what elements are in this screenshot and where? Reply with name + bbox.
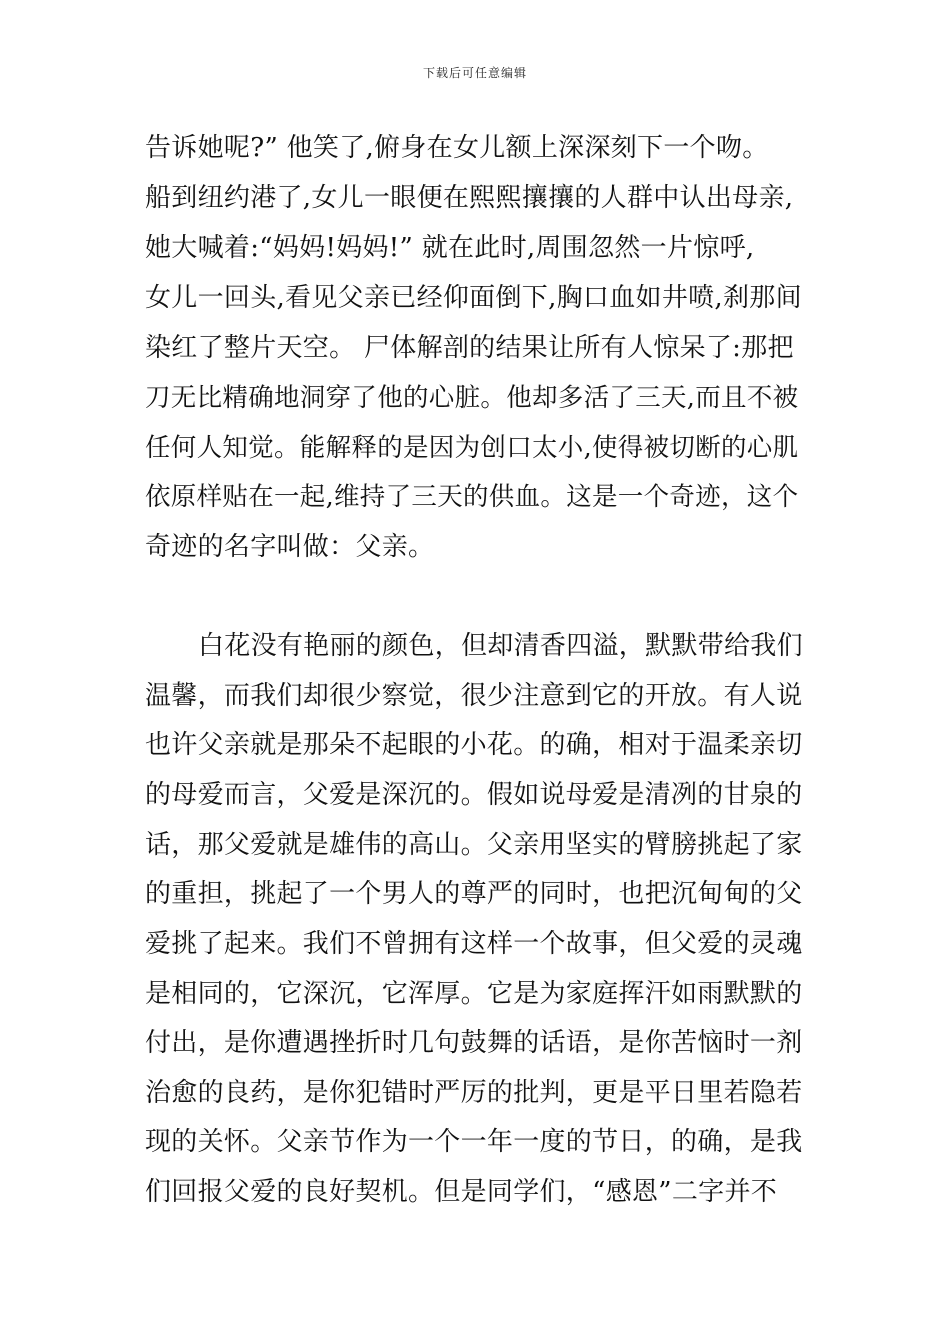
text-line: 温馨，而我们却很少察觉，很少注意到它的开放。有人说	[145, 681, 803, 711]
text-line: 付出，是你遭遇挫折时几句鼓舞的话语，是你苦恼时一剂	[145, 1028, 803, 1058]
text-line: 女儿一回头,看见父亲已经仰面倒下,胸口血如井喷,刹那间	[145, 283, 802, 313]
text-line: 刀无比精确地洞穿了他的心脏。他却多活了三天,而且不被	[145, 383, 799, 413]
text-line: 她大喊着:“妈妈!妈妈!” 就在此时,周围忽然一片惊呼,	[145, 233, 755, 263]
text-line: 们回报父爱的良好契机。但是同学们，“感恩”二字并不	[145, 1177, 778, 1207]
text-line: 任何人知觉。能解释的是因为创口太小,使得被切断的心肌	[145, 433, 799, 463]
text-line: 奇迹的名字叫做：父亲。	[145, 532, 435, 562]
text-line: 爱挑了起来。我们不曾拥有这样一个故事，但父爱的灵魂	[145, 929, 803, 959]
text-line: 话，那父爱就是雄伟的高山。父亲用坚实的臂膀挑起了家	[145, 830, 803, 860]
text-line: 依原样贴在一起,维持了三天的供血。这是一个奇迹，这个	[145, 482, 799, 512]
text-line: 治愈的良药，是你犯错时严厉的批判，更是平日里若隐若	[145, 1078, 803, 1108]
text-line: 现的关怀。父亲节作为一个一年一度的节日，的确，是我	[145, 1127, 803, 1157]
text-line: 也许父亲就是那朵不起眼的小花。的确，相对于温柔亲切	[145, 730, 803, 760]
text-line: 告诉她呢?” 他笑了,俯身在女儿额上深深刻下一个吻。	[145, 133, 769, 163]
text-line: 是相同的，它深沉，它浑厚。它是为家庭挥汗如雨默默的	[145, 979, 803, 1009]
text-line: 船到纽约港了,女儿一眼便在熙熙攘攘的人群中认出母亲,	[145, 183, 794, 213]
text-line: 白花没有艳丽的颜色，但却清香四溢，默默带给我们	[198, 631, 803, 661]
text-line: 的重担，挑起了一个男人的尊严的同时，也把沉甸甸的父	[145, 879, 803, 909]
page-header: 下载后可任意编辑	[422, 66, 527, 80]
text-line: 染红了整片天空。 尸体解剖的结果让所有人惊呆了:那把	[145, 333, 794, 363]
text-line: 的母爱而言，父爱是深沉的。假如说母爱是清冽的甘泉的	[145, 780, 803, 810]
